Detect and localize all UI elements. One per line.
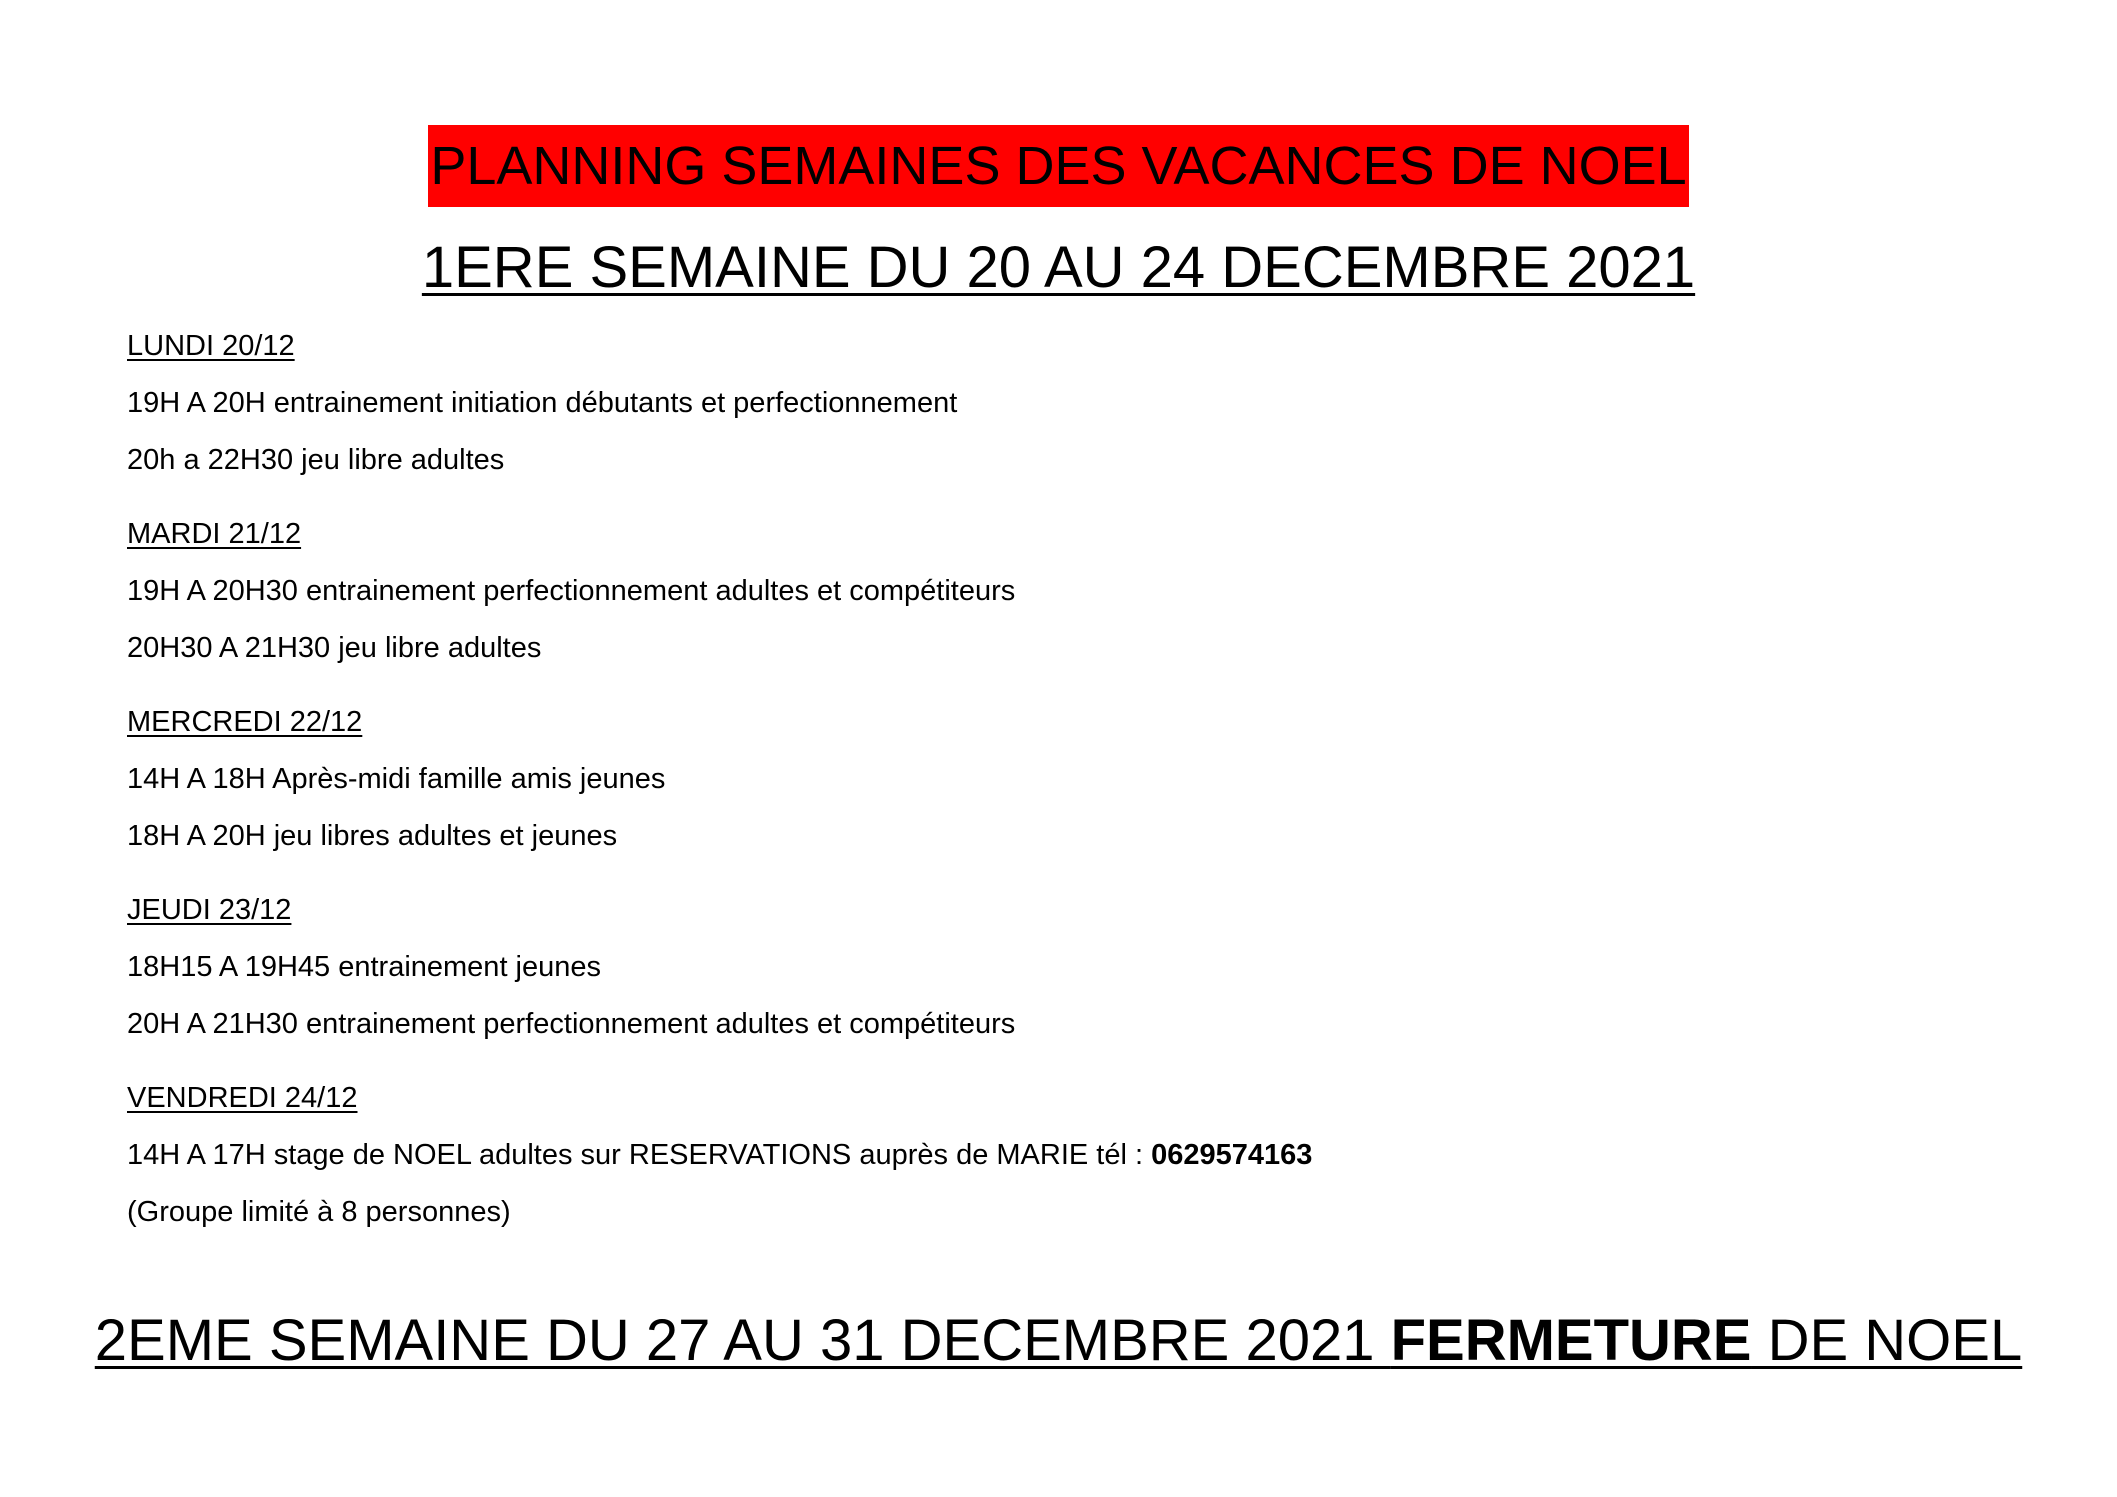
week2-heading-end: DE NOEL bbox=[1751, 1308, 2023, 1373]
title-container bbox=[0, 125, 2117, 207]
week2-heading bbox=[95, 1303, 2022, 1379]
day-tuesday bbox=[127, 514, 1827, 668]
main-title: PLANNING SEMAINES DES VACANCES DE NOEL bbox=[428, 125, 1688, 207]
schedule-line: 19H A 20H30 entrainement perfectionnement adultes et compétiteurs bbox=[127, 575, 1016, 607]
schedule-line-reservation bbox=[127, 1135, 1827, 1175]
day-thursday bbox=[127, 890, 1827, 1044]
schedule-list bbox=[127, 326, 1827, 1266]
day-wednesday bbox=[127, 702, 1827, 856]
day-label: MARDI 21/12 bbox=[127, 518, 302, 550]
group-limit-note: (Groupe limité à 8 personnes) bbox=[127, 1196, 511, 1228]
day-label: VENDREDI 24/12 bbox=[127, 1082, 358, 1114]
schedule-line: 14H A 18H Après-midi famille amis jeunes bbox=[127, 763, 666, 795]
week2-heading-closure: FERMETURE bbox=[1390, 1308, 1752, 1373]
day-label: LUNDI 20/12 bbox=[127, 330, 295, 362]
day-label: JEUDI 23/12 bbox=[127, 894, 292, 926]
week1-heading: 1ERE SEMAINE DU 20 AU 24 DECEMBRE 2021 bbox=[421, 235, 1696, 300]
phone-number: 0629574163 bbox=[1151, 1139, 1313, 1171]
reservation-text: 14H A 17H stage de NOEL adultes sur RESERVATIONS auprès de MARIE tél : bbox=[127, 1139, 1152, 1171]
schedule-line: 20h a 22H30 jeu libre adultes bbox=[127, 444, 505, 476]
day-friday bbox=[127, 1078, 1827, 1232]
week2-heading-start: 2EME SEMAINE DU 27 AU 31 DECEMBRE 2021 bbox=[94, 1308, 1391, 1373]
day-label: MERCREDI 22/12 bbox=[127, 706, 363, 738]
schedule-line: 18H15 A 19H45 entrainement jeunes bbox=[127, 951, 602, 983]
day-monday bbox=[127, 326, 1827, 480]
schedule-line: 20H A 21H30 entrainement perfectionnement adultes et compétiteurs bbox=[127, 1008, 1016, 1040]
schedule-line: 19H A 20H entrainement initiation débutants et perfectionnement bbox=[127, 387, 958, 419]
week2-heading-container bbox=[0, 1303, 2117, 1379]
week1-heading-container bbox=[0, 230, 2117, 306]
schedule-line: 18H A 20H jeu libres adultes et jeunes bbox=[127, 820, 618, 852]
schedule-line: 20H30 A 21H30 jeu libre adultes bbox=[127, 632, 542, 664]
